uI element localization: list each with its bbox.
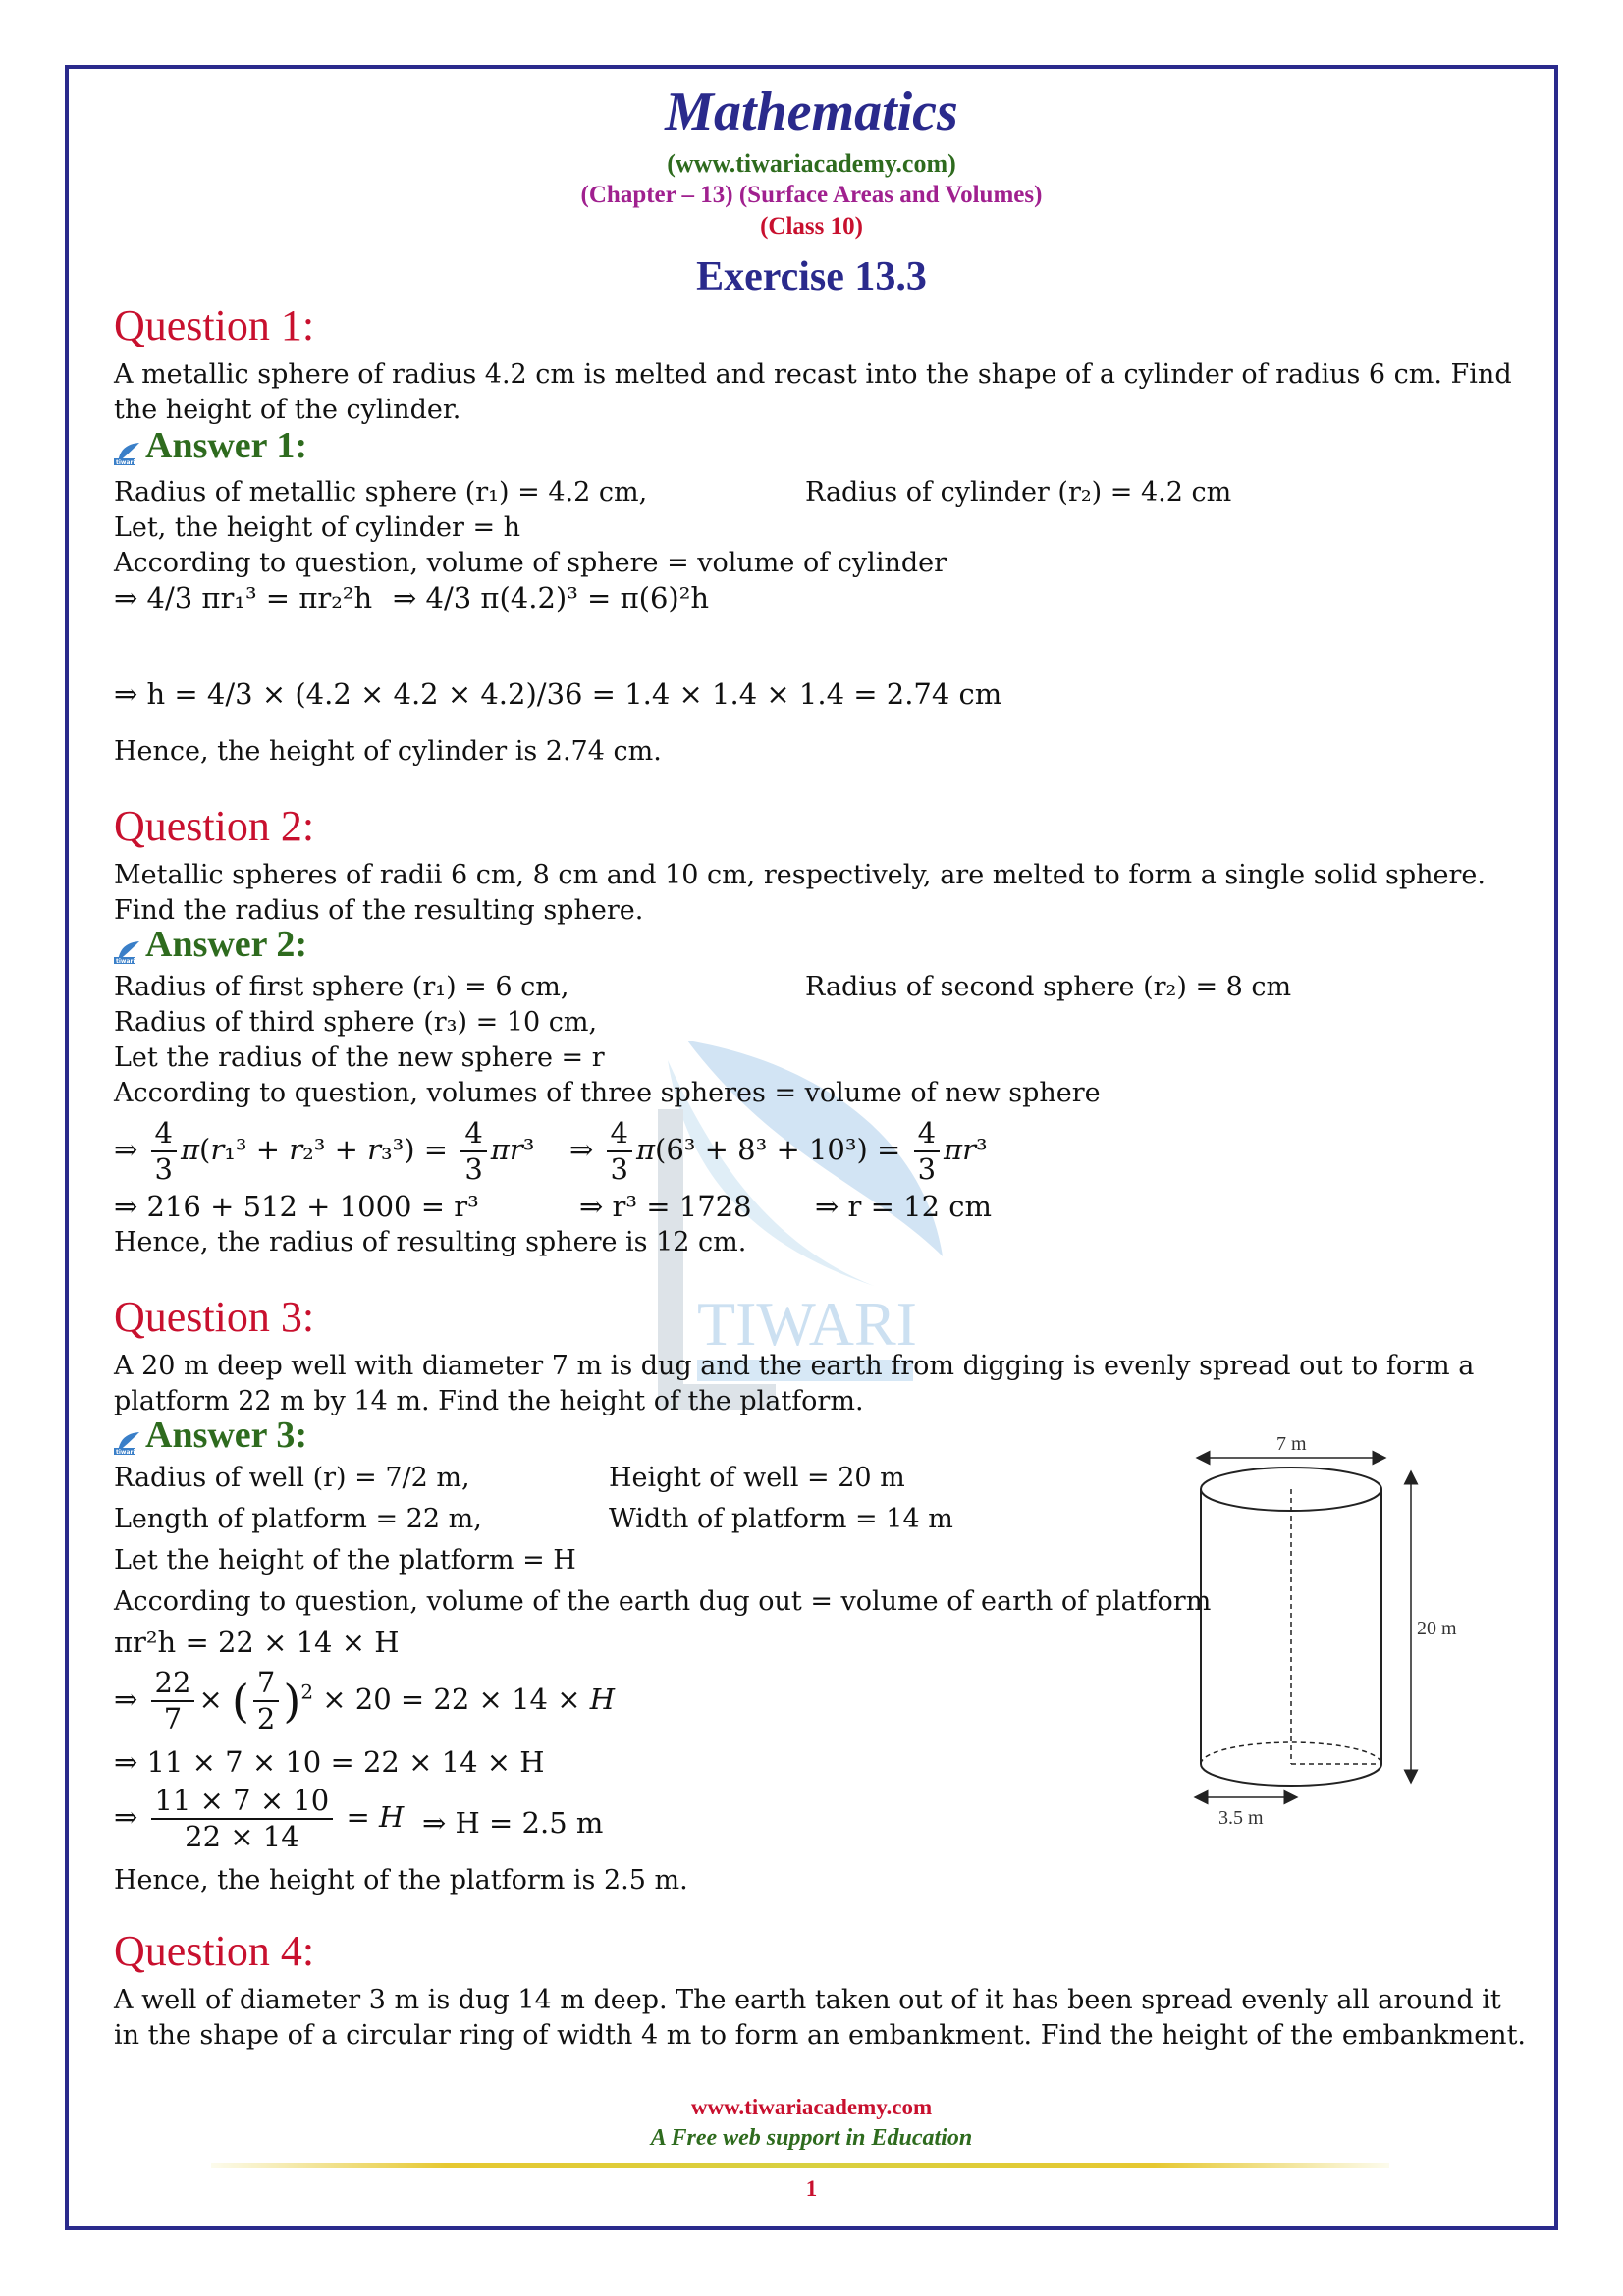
answer-3-line-1b: Height of well = 20 m xyxy=(609,1463,905,1493)
answer-2-equation-2b: ⇒ r³ = 1728 xyxy=(579,1190,752,1223)
question-2-heading: Question 2: xyxy=(114,802,315,850)
page-number: 1 xyxy=(805,2176,818,2201)
answer-3-heading: tiwari Answer 3: xyxy=(116,1415,308,1456)
answer-3-line-2a: Length of platform = 22 m, xyxy=(114,1504,482,1534)
diagram-top-label: 7 m xyxy=(1276,1433,1307,1455)
question-1-text: A metallic sphere of radius 4.2 cm is melted and recast into the shape of a cylinder of radius 6 cm. Find the height of the cylinder. xyxy=(114,359,1512,425)
answer-3-conclusion: Hence, the height of the platform is 2.5 m. xyxy=(114,1865,688,1896)
answer-1-line-1b: Radius of cylinder (r₂) = 4.2 cm xyxy=(805,477,1232,507)
answer-2-conclusion: Hence, the radius of resulting sphere is 12 cm. xyxy=(114,1227,747,1257)
page-title: Mathematics xyxy=(665,81,958,142)
footer-tagline: A Free web support in Education xyxy=(650,2125,973,2151)
answer-1-line-1a: Radius of metallic sphere (r₁) = 4.2 cm, xyxy=(114,477,648,507)
answer-2-line-3: Let the radius of the new sphere = r xyxy=(114,1042,605,1073)
question-3-heading: Question 3: xyxy=(114,1293,315,1341)
answer-1-equation-2: ⇒ h = 4/3 × (4.2 × 4.2 × 4.2)/36 = 1.4 × 1.4 × 1.4 = 2.74 cm xyxy=(114,677,1002,711)
answer-1-equation-1a: ⇒ 4/3 πr₁³ = πr₂²h xyxy=(114,581,373,614)
svg-text:tiwari: tiwari xyxy=(116,958,135,965)
tiwari-logo-icon xyxy=(114,1422,141,1456)
answer-3-equation-4b: ⇒ H = 2.5 m xyxy=(422,1806,604,1840)
answer-2-equation-2c: ⇒ r = 12 cm xyxy=(815,1190,992,1223)
diagram-bottom-label: 3.5 m xyxy=(1218,1807,1264,1829)
answer-2-line-4: According to question, volumes of three spheres = volume of new sphere xyxy=(114,1078,1101,1108)
answer-3-line-1a: Radius of well (r) = 7/2 m, xyxy=(114,1463,470,1493)
header-site: (www.tiwariacademy.com) xyxy=(667,149,956,178)
question-4-text: A well of diameter 3 m is dug 14 m deep. The earth taken out of it has been spread evenly all around it in the shape of a circular ring of width 4 m to form an embankment. Find the height of the embankment. xyxy=(114,1985,1527,2051)
answer-1-heading: tiwari Answer 1: xyxy=(116,425,308,466)
answer-3-line-2b: Width of platform = 14 m xyxy=(609,1504,953,1534)
answer-2-equation-1a: ⇒ $\frac{4}{3}$ π(r₁³ + r₂³ + r₃³) = $\frac{4}{3}$ πr³ xyxy=(114,1116,535,1186)
answer-3-equation-2: ⇒ $\frac{22}{7}$ × ( $\frac{7}{2}$ )$^2$ × 20 = 22 × 14 × H xyxy=(114,1666,616,1735)
answer-2-equation-2a: ⇒ 216 + 512 + 1000 = r³ xyxy=(114,1190,479,1223)
footer-site: www.tiwariacademy.com xyxy=(690,2095,933,2119)
answer-1-line-3: According to question, volume of sphere = volume of cylinder xyxy=(114,548,947,578)
answer-3-equation-1: πr²h = 22 × 14 × H xyxy=(114,1626,400,1659)
svg-text:tiwari: tiwari xyxy=(116,1449,135,1456)
diagram-side-label: 20 m xyxy=(1417,1618,1457,1639)
svg-text:tiwari: tiwari xyxy=(116,459,135,466)
answer-1-equation-1b: ⇒ 4/3 π(4.2)³ = π(6)²h xyxy=(393,581,710,614)
svg-text:TIWARI: TIWARI xyxy=(697,1289,917,1359)
exercise-title: Exercise 13.3 xyxy=(696,254,927,299)
question-1-heading: Question 1: xyxy=(114,301,315,349)
answer-1-conclusion: Hence, the height of cylinder is 2.74 cm. xyxy=(114,736,662,767)
answer-3-equation-4a: ⇒ $\frac{11 \times 7 \times 10}{22 \times 14}$ = H xyxy=(114,1784,405,1853)
answer-2-heading: tiwari Answer 2: xyxy=(116,924,308,965)
answer-1-line-2: Let, the height of cylinder = h xyxy=(114,512,521,543)
header-chapter: (Chapter – 13) (Surface Areas and Volumes) xyxy=(580,182,1043,208)
answer-3-line-3: Let the height of the platform = H xyxy=(114,1545,576,1575)
footer-divider xyxy=(211,2163,1389,2168)
answer-2-equation-1b: ⇒ $\frac{4}{3}$ π(6³ + 8³ + 10³) = $\frac{4}{3}$ πr³ xyxy=(569,1116,988,1186)
answer-3-equation-3: ⇒ 11 × 7 × 10 = 22 × 14 × H xyxy=(114,1745,545,1779)
question-2-text: Metallic spheres of radii 6 cm, 8 cm and 10 cm, respectively, are melted to form a single solid sphere. Find the radius of the resulting sphere. xyxy=(114,860,1486,926)
tiwari-logo-icon xyxy=(114,932,141,965)
answer-2-line-2: Radius of third sphere (r₃) = 10 cm, xyxy=(114,1007,598,1038)
header-class: (Class 10) xyxy=(760,213,863,240)
question-3-text: A 20 m deep well with diameter 7 m is dug and the earth from digging is evenly spread out to form a platform 22 m by 14 m. Find the height of the platform. xyxy=(114,1351,1475,1416)
answer-3-line-4: According to question, volume of the earth dug out = volume of earth of platform xyxy=(114,1586,1212,1617)
answer-2-line-1b: Radius of second sphere (r₂) = 8 cm xyxy=(805,972,1292,1002)
question-4-heading: Question 4: xyxy=(114,1927,315,1975)
answer-2-line-1a: Radius of first sphere (r₁) = 6 cm, xyxy=(114,972,569,1002)
tiwari-logo-icon xyxy=(114,433,141,466)
well-cylinder-diagram xyxy=(1183,1428,1497,1841)
